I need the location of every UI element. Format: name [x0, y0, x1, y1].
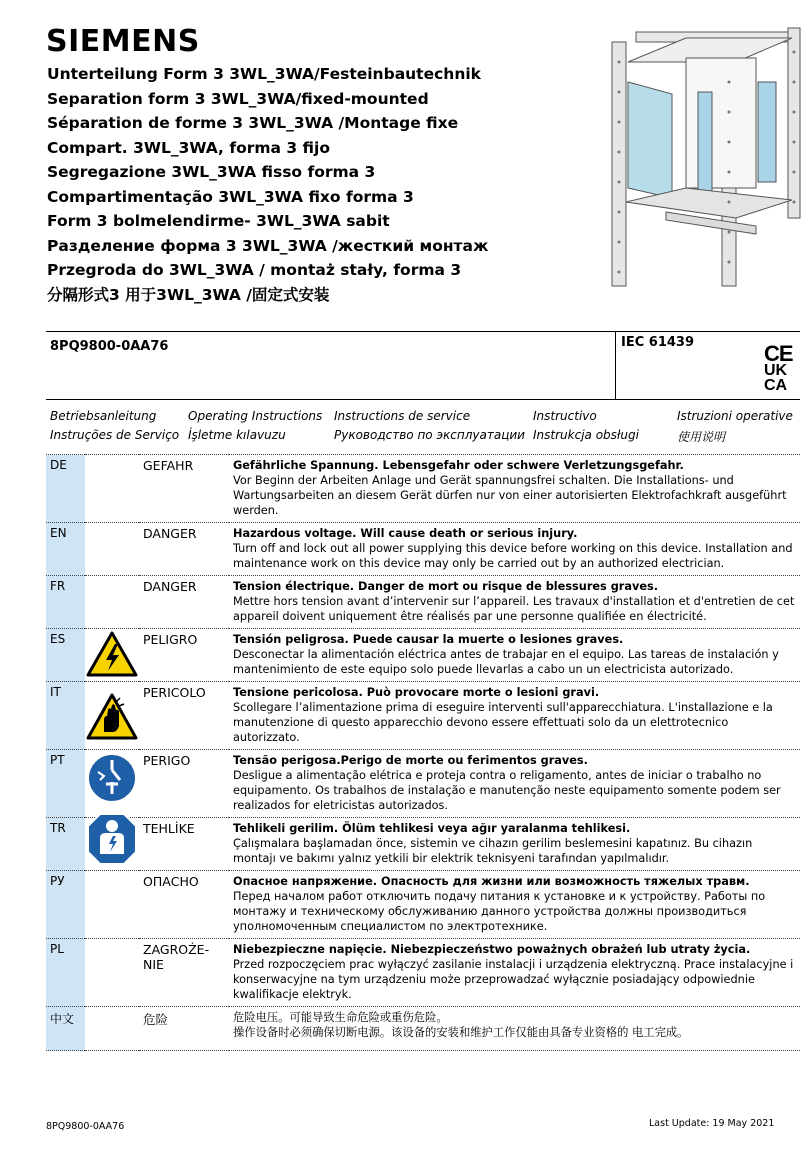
title-ru: Разделение форма 3 3WL_3WA /жесткий монтаж	[47, 236, 489, 255]
table-row	[46, 871, 800, 939]
warning-body: Çalışmalara başlamadan önce, sistemin ve cihazın gerilim beslemesini kapatınız. Bu cihazın montajı ve bakımı yalnız yetkili bir elektrik teknisyeni tarafından yapılmalıdır.	[233, 837, 753, 865]
lang-code: EN	[46, 523, 85, 576]
warning-headline: 危险电压。可能导致生命危险或重伤危险。	[233, 1011, 448, 1024]
table-row	[46, 1007, 800, 1051]
warning-body: Turn off and lock out all power supplying this device before working on this device. Installation and maintenance work on this device may only be carried out by an authorized electrician.	[233, 542, 793, 570]
title-it: Segregazione 3WL_3WA fisso forma 3	[47, 163, 376, 181]
warning-headline: Gefährliche Spannung. Lebensgefahr oder schwere Verletzungsgefahr.	[233, 459, 684, 472]
table-row	[46, 682, 800, 750]
table-row	[46, 818, 800, 871]
siemens-logo: SIEMENS	[46, 24, 200, 59]
warning-body: Przed rozpoczęciem prac wyłączyć zasilanie instalacji i urządzenia elektryczną. Prace instalacyjne i konserwacyjne na tym urządzeniu może przeprowadzać wyłącznie posiadający odpowiednie kwalifikacje elektryk.	[233, 958, 794, 1001]
header-separator	[615, 331, 616, 399]
lang-code: DE	[46, 455, 85, 523]
lang-code: РУ	[46, 871, 85, 939]
instructions-es: Instructivo	[533, 409, 597, 423]
table-row	[46, 750, 800, 818]
warning-headline: Tensión peligrosa. Puede causar la muerte o lesiones graves.	[233, 633, 624, 646]
instructions-de: Betriebsanleitung	[50, 409, 157, 423]
table-row	[46, 455, 800, 523]
warning-body: Vor Beginn der Arbeiten Anlage und Gerät spannungsfrei schalten. Die Installations- und Wartungsarbeiten an diesem Gerät dürfen nur von einer autorisierten Elektrofachkraft ausgeführt werden.	[233, 474, 787, 517]
warning-body: Mettre hors tension avant d’intervenir sur l’appareil. Les travaux d'installation et d'entretien de cet appareil doivent uniquement être réalisés par une personne qualifiée en électricité.	[233, 595, 795, 623]
signal-word: PELIGRO	[143, 632, 198, 647]
instructions-fr: Instructions de service	[334, 409, 471, 423]
warning-body: 操作设备时必须确保切断电源。该设备的安装和维护工作仅能由具备专业资格的 电工完成。	[233, 1026, 689, 1039]
instructions-tr: İşletme kılavuzu	[188, 428, 286, 442]
table-row	[46, 576, 800, 629]
lang-code: PT	[46, 750, 85, 818]
warning-headline: Tensão perigosa.Perigo de morte ou ferimentos graves.	[233, 754, 588, 767]
lang-code: IT	[46, 682, 85, 750]
lang-code: ES	[46, 629, 85, 682]
qualified-electrician-icon	[86, 812, 138, 866]
warning-body: Scollegare l’alimentazione prima di eseguire interventi sull'apparecchiatura. L'installazione e la manutenzione di questo apparecchio devono essere effettuati solo da un elettrotecnico autorizzato.	[233, 701, 773, 744]
footer-last-update: Last Update: 19 May 2021	[649, 1118, 775, 1129]
ukca-line-2: CA	[764, 377, 788, 394]
signal-word: PERICOLO	[143, 685, 206, 700]
signal-word: ZAGROŻE-NIE	[143, 942, 210, 972]
table-row	[46, 523, 800, 576]
signal-word: TEHLİKE	[143, 821, 195, 836]
title-block	[47, 62, 488, 307]
title-fr: Séparation de forme 3 3WL_3WA /Montage fixe	[47, 114, 459, 132]
lang-code: PL	[46, 939, 85, 1007]
safety-warning-table	[46, 454, 800, 1051]
cabinet-illustration	[606, 22, 806, 290]
warning-headline: Tensione pericolosa. Può provocare morte o lesioni gravi.	[233, 686, 600, 699]
header-divider	[46, 331, 800, 332]
hand-shock-warning-icon	[86, 692, 138, 742]
instructions-zh: 使用说明	[677, 430, 726, 444]
table-row	[46, 939, 800, 1007]
warning-headline: Niebezpieczne napięcie. Niebezpieczeństwo poważnych obrażeń lub utraty życia.	[233, 943, 751, 956]
instructions-pt: Instruções de Serviço	[50, 428, 180, 442]
title-es: Compart. 3WL_3WA, forma 3 fijo	[47, 138, 331, 157]
instructions-it: Istruzioni operative	[677, 409, 793, 423]
lang-code: TR	[46, 818, 85, 871]
title-tr: Form 3 bolmelendirme- 3WL_3WA sabit	[47, 212, 390, 230]
header-bottom-divider	[46, 399, 800, 400]
ukca-mark	[764, 363, 787, 393]
title-pl: Przegroda do 3WL_3WA / montaż stały, forma 3	[47, 261, 462, 279]
ce-mark: CE	[764, 341, 793, 366]
footer-article-number: 8PQ9800-0AA76	[46, 1121, 125, 1132]
title-pt: Compartimentação 3WL_3WA fixo forma 3	[47, 187, 414, 206]
title-zh: 分隔形式3 用于3WL_3WA /固定式安装	[47, 285, 330, 304]
title-en: Separation form 3 3WL_3WA/fixed-mounted	[47, 89, 429, 108]
instructions-ru: Руководство по эксплуатации	[334, 428, 525, 442]
signal-word: DANGER	[143, 526, 197, 541]
safety-pictograms	[86, 630, 138, 870]
warning-body: Desligue a alimentação elétrica e proteja contra o religamento, antes de iniciar o trabalho no equipamento. Os trabalhos de instalação e manutenção neste equipamento somente podem ser realizados for eletricistas autorizados.	[233, 769, 781, 812]
warning-body: Перед началом работ отключить подачу питания к установке и к устройству. Работы по монтажу и техническому обслуживанию данного устройства должны производиться уполномоченным специалистом по электротехнике.	[233, 890, 766, 933]
warning-headline: Tension électrique. Danger de mort ou risque de blessures graves.	[233, 580, 659, 593]
article-number: 8PQ9800-0AA76	[50, 339, 169, 354]
signal-word: PERIGO	[143, 753, 191, 768]
high-voltage-warning-icon	[86, 630, 138, 678]
warning-headline: Опасное напряжение. Опасность для жизни или возможность тяжелых травм.	[233, 875, 750, 888]
signal-word: ОПАСНО	[143, 874, 199, 889]
title-de: Unterteilung Form 3 3WL_3WA/Festeinbautechnik	[47, 65, 481, 83]
disconnect-power-icon	[86, 752, 138, 804]
table-row	[46, 629, 800, 682]
signal-word: DANGER	[143, 579, 197, 594]
instructions-pl: Instrukcja obsługi	[533, 428, 639, 442]
warning-headline: Hazardous voltage. Will cause death or serious injury.	[233, 527, 578, 540]
lang-code: FR	[46, 576, 85, 629]
warning-body: Desconectar la alimentación eléctrica antes de trabajar en el equipo. Las tareas de instalación y mantenimiento de este equipo solo puede llevarlas a cabo un un electricista autorizado.	[233, 648, 779, 676]
warning-headline: Tehlikeli gerilim. Ölüm tehlikesi veya ağır yaralanma tehlikesi.	[233, 822, 631, 835]
ukca-line-1: UK	[764, 362, 788, 379]
instructions-en: Operating Instructions	[188, 409, 323, 423]
signal-word: 危险	[143, 1012, 169, 1027]
lang-code: 中文	[46, 1007, 85, 1051]
signal-word: GEFAHR	[143, 458, 194, 473]
standard-label: IEC 61439	[621, 335, 695, 350]
